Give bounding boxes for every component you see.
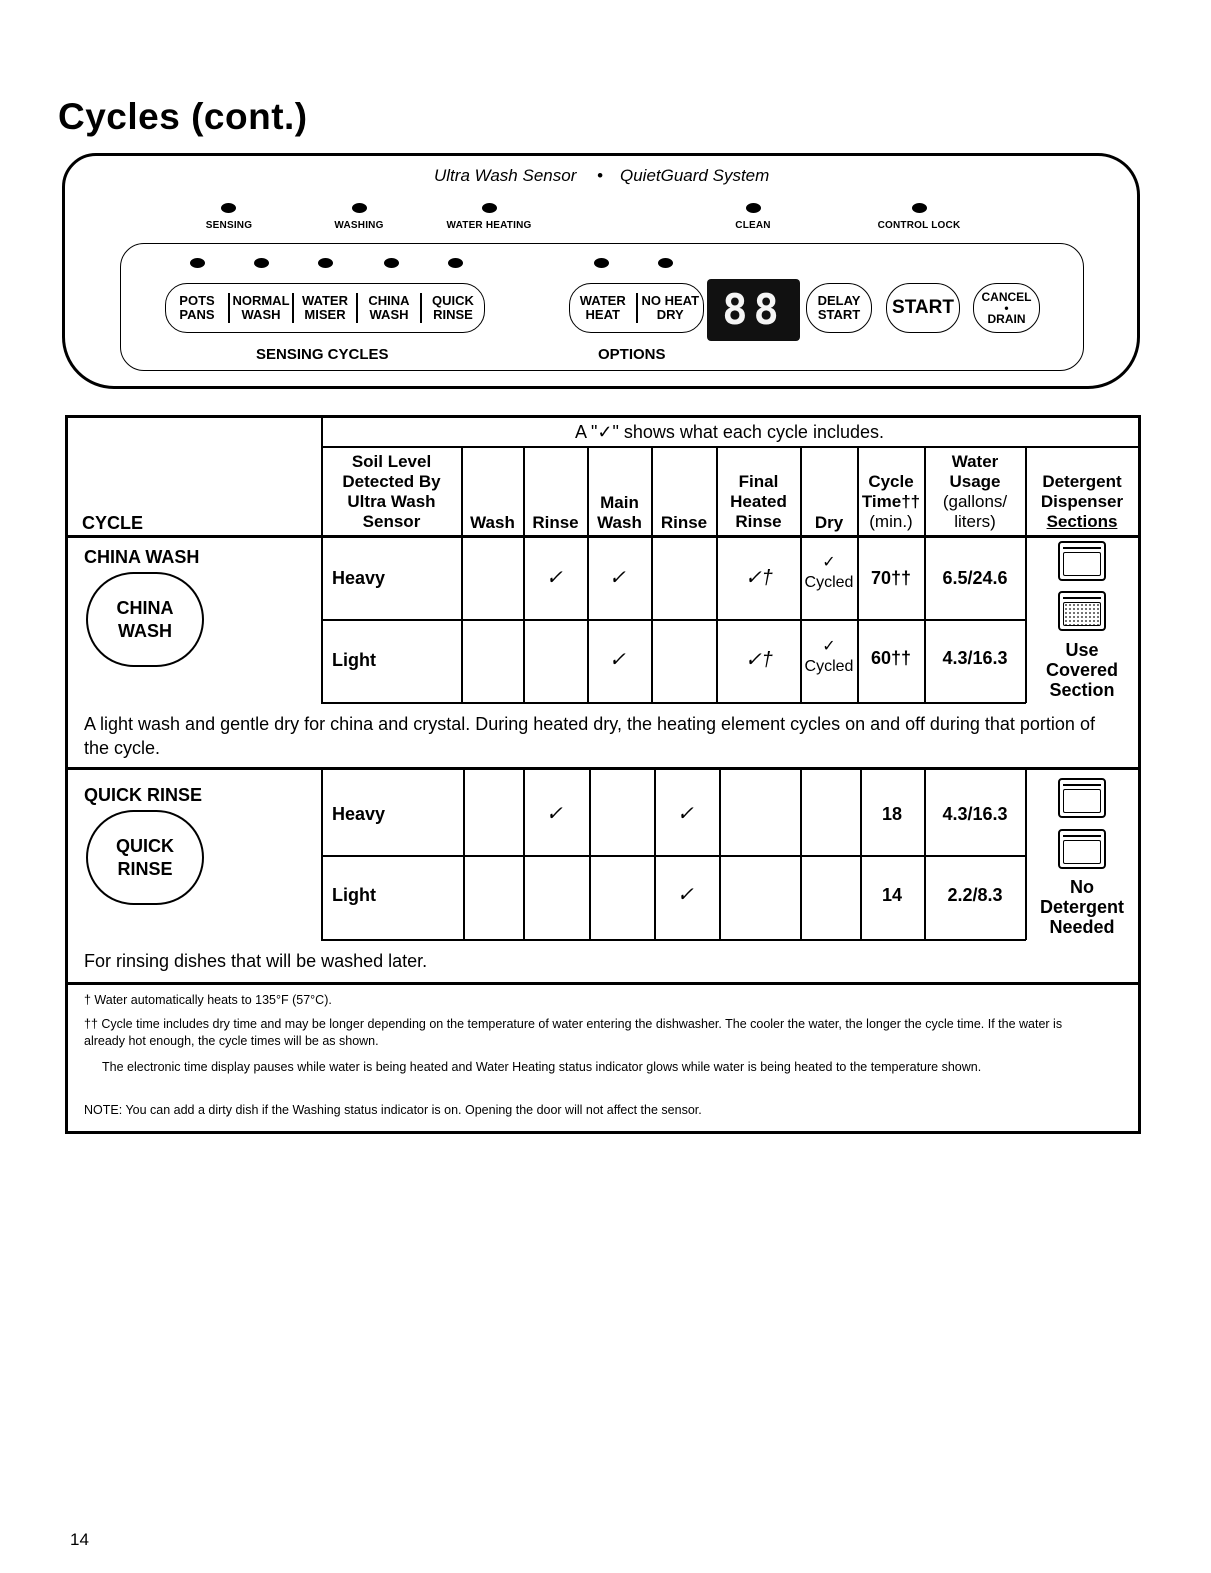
options-group [569,283,704,333]
china-wash-led [384,258,399,268]
no-heat-dry-line1: NO HEAT [641,293,700,308]
header-soil-1: Soil Level [351,452,432,471]
header-cycle-time [858,472,924,532]
rinse-detergent-note [1026,877,1138,937]
status-control-lock: CONTROL LOCK [877,220,961,231]
col-rule-rinse2 [651,446,653,703]
header-final-3: Rinse [735,512,782,531]
rinse-light-water: 2.2/8.3 [947,885,1003,905]
normal-wash-line1: NORMAL [232,293,290,308]
options-caption: OPTIONS [598,346,666,363]
china-heavy-dry-check: ✓ [822,554,836,571]
detergent-covered-icon [1058,591,1106,631]
water-heat-line2: HEAT [585,307,620,322]
quick-rinse-button[interactable] [420,293,484,323]
china-det-2: Covered [1045,660,1119,680]
water-heat-led [594,258,609,268]
water-heating-led [482,203,497,213]
water-miser-led [318,258,333,268]
quick-rinse-line2: RINSE [433,307,473,322]
pots-pans-button[interactable] [166,293,228,323]
footnote-rule [67,982,1139,985]
header-cycle: CYCLE [82,513,144,533]
china-badge-line2: WASH [118,620,172,641]
header-soil-4: Sensor [362,512,421,531]
china-light-water: 4.3/16.3 [942,648,1008,668]
china-heavy-main-check: ✓ [609,567,626,589]
china-light-time: 60†† [870,648,912,668]
rinse-heavy-rinse1-check: ✓ [546,803,563,825]
col-rule-wash [461,446,463,703]
status-sensing: SENSING [205,220,253,231]
header-rinse-2: Rinse [660,513,708,532]
rinse-heavy-time: 18 [881,804,903,824]
table-caption: A "✓" shows what each cycle includes. [574,422,884,442]
china-light-dry [801,637,857,677]
header-soil-2: Detected By [342,472,441,491]
normal-wash-line2: WASH [241,307,281,322]
china-wash-line1: CHINA [368,293,410,308]
header-dry: Dry [814,513,844,532]
water-miser-button[interactable] [292,293,356,323]
china-row-rule [321,619,1026,621]
sensing-led [221,203,236,213]
china-light-dry-check: ✓ [822,638,836,655]
quick-rinse-line1: QUICK [432,293,474,308]
qr-col-rule-soil [321,770,323,940]
rinse-heavy-rinse2-check: ✓ [677,803,694,825]
header-final-1: Final [738,472,779,491]
start-button[interactable] [886,283,960,333]
footnote-dagger: † Water automatically heats to 135°F (57°C). [84,993,332,1007]
china-wash-button[interactable] [356,293,420,323]
header-water-1: Water [951,452,999,471]
china-badge-line1: CHINA [116,597,174,618]
china-heavy-dry [801,553,857,593]
rinse-light-soil: Light [332,885,376,905]
china-light-main-check: ✓ [609,649,626,671]
header-det-2: Dispenser [1040,492,1124,511]
rinse-heavy-water: 4.3/16.3 [942,804,1008,824]
pots-pans-led [190,258,205,268]
header-final-2: Heated [730,492,787,511]
status-clean: CLEAN [735,220,771,231]
header-det-1: Detergent [1042,472,1122,491]
header-det-3: Sections [1046,512,1118,531]
page-number: 14 [70,1530,89,1549]
detergent-drawer-icon [1058,829,1106,869]
china-wash-name: CHINA WASH [84,547,200,567]
china-light-final-check: ✓† [745,649,773,671]
time-display: 88 [707,279,800,341]
pots-pans-line1: POTS [179,293,215,308]
rinse-bottom-rule [321,939,1026,941]
china-heavy-final-check: ✓† [745,567,773,589]
footnote-note: NOTE: You can add a dirty dish if the Washing status indicator is on. Opening the door will not affect the sensor. [84,1103,702,1117]
rinse-det-1: No [1070,877,1094,897]
normal-wash-led [254,258,269,268]
water-heat-line1: WATER [579,293,626,308]
status-washing: WASHING [334,220,384,231]
start-label: START [892,297,954,318]
header-wash: Wash [470,513,515,532]
rinse-det-2: Detergent [1039,897,1124,917]
footnote-display: The electronic time display pauses while water is being heated and Water Heating status indicator glows while water is being heated to the temperature shown. [102,1060,982,1074]
qr-col-rule-wash [463,770,465,940]
washing-led [352,203,367,213]
normal-wash-button[interactable] [228,293,292,323]
quick-rinse-name: QUICK RINSE [84,785,203,805]
qr-col-rule-time [860,770,862,940]
qr-col-rule-main [589,770,591,940]
detergent-drawer-icon [1058,778,1106,818]
header-soil [322,452,461,532]
rinse-badge-line2: RINSE [117,858,173,879]
rinse-light-time: 14 [881,885,903,905]
water-miser-line1: WATER [302,293,348,308]
qr-col-rule-rinse2 [654,770,656,940]
water-miser-line2: MISER [304,307,346,322]
china-det-3: Section [1049,680,1115,700]
header-water-2: Usage [949,472,1001,491]
header-rule [67,535,1139,538]
col-rule-main [587,446,589,703]
qr-col-rule-final [719,770,721,940]
header-water-usage [925,452,1025,532]
header-time-1: Cycle [868,472,914,491]
rinse-row-rule [321,855,1026,857]
header-water-3: (gallons/ [942,492,1008,511]
china-section-rule [67,767,1139,770]
cancel-drain-button[interactable] [973,283,1040,333]
caption-rule [321,446,1138,448]
delay-start-button[interactable] [806,283,872,333]
cancel-line: CANCEL [981,289,1032,304]
china-heavy-dry-cycled: Cycled [804,574,854,591]
qr-col-rule-rinse1 [523,770,525,940]
rinse-light-rinse2-check: ✓ [677,884,694,906]
no-heat-dry-led [658,258,673,268]
header-detergent [1026,472,1138,532]
detergent-drawer-icon [1058,541,1106,581]
cancel-drain-dot: • [1004,300,1009,315]
china-heavy-time: 70†† [870,568,912,588]
header-main-2: Wash [597,513,642,532]
china-heavy-soil: Heavy [332,568,386,588]
pots-pans-line2: PANS [179,307,215,322]
china-heavy-rinse-check: ✓ [546,567,563,589]
header-main-1: Main [600,493,639,512]
delay-start-line2: START [817,307,861,322]
quick-rinse-led [448,258,463,268]
delay-start-line1: DELAY [817,293,861,308]
rinse-heavy-soil: Heavy [332,804,386,824]
sensing-cycles-group [165,283,485,333]
tagline-quietguard: QuietGuard System [620,166,770,185]
china-wash-description: A light wash and gentle dry for china and crystal. During heated dry, the heating element cycles on and off during that portion of the cycle. [84,714,1095,758]
china-det-1: Use [1065,640,1099,660]
header-rinse-1: Rinse [532,513,579,532]
china-light-dry-cycled: Cycled [804,658,854,675]
tagline-ultra-wash: Ultra Wash Sensor [434,166,577,185]
quick-rinse-description: For rinsing dishes that will be washed later. [84,951,428,971]
rinse-det-3: Needed [1049,917,1115,937]
china-light-soil: Light [332,650,376,670]
china-heavy-water: 6.5/24.6 [942,568,1008,588]
china-wash-badge [86,572,204,667]
page-title: Cycles (cont.) [58,96,308,137]
quick-rinse-badge [86,810,204,905]
qr-col-rule-dry [800,770,802,940]
header-soil-3: Ultra Wash [347,492,436,511]
footnote-double-dagger: †† Cycle time includes dry time and may be longer depending on the temperature of water entering the dishwasher. The cooler the water, the longer the cycle time. If the water is already hot enough, the cycle times will be as shown. [84,1017,1063,1048]
status-water-heating: WATER HEATING [446,220,532,231]
qr-col-rule-water [924,770,926,940]
drain-line: DRAIN [987,311,1026,326]
china-wash-line2: WASH [369,307,409,322]
no-heat-dry-line2: DRY [656,307,684,322]
no-heat-dry-button[interactable] [636,293,704,323]
clean-led [746,203,761,213]
rinse-badge-line1: QUICK [116,835,174,856]
tagline-separator: • [597,166,603,185]
sensing-cycles-caption: SENSING CYCLES [256,346,389,363]
header-final-heated-rinse [717,472,800,532]
water-heat-button[interactable] [570,293,636,323]
header-time-2: Time†† [861,492,921,511]
control-lock-led [912,203,927,213]
header-water-4: liters) [954,512,996,531]
col-rule-rinse1 [523,446,525,703]
header-time-3: (min.) [869,512,913,531]
header-main-wash [588,493,651,533]
china-detergent-note [1026,640,1138,700]
china-bottom-rule [321,702,1026,704]
